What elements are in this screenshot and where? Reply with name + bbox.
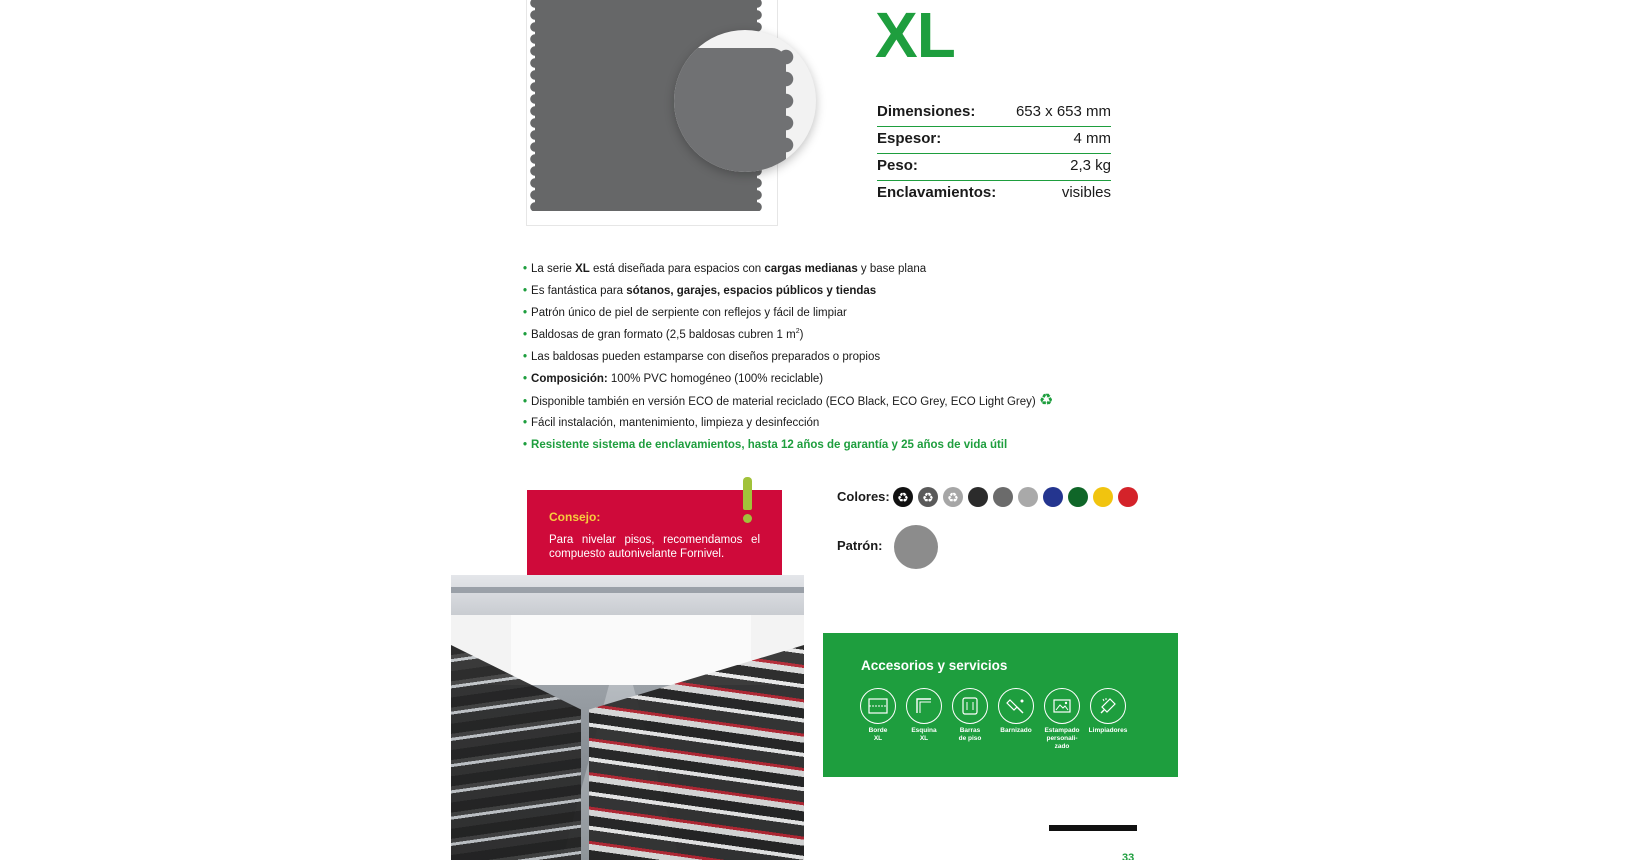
- cleaner-icon: [1090, 688, 1126, 724]
- accessory-item: Borde XL: [860, 688, 896, 751]
- spec-label: Enclavamientos:: [877, 184, 997, 201]
- recycle-icon: ♻: [922, 489, 934, 505]
- list-item: • Es fantástica para sótanos, garajes, espacios públicos y tiendas: [523, 280, 1123, 302]
- spec-label: Peso:: [877, 157, 918, 174]
- accessory-item: Barnizado: [998, 688, 1034, 751]
- color-swatch: [1018, 487, 1038, 507]
- spec-row: [877, 181, 1111, 208]
- tip-title: Consejo:: [549, 510, 601, 524]
- page-number: 33: [1122, 852, 1135, 860]
- accessory-item: Estampado personali- zado: [1044, 688, 1080, 751]
- color-swatch: [1043, 487, 1063, 507]
- colors-label: Colores:: [837, 489, 890, 504]
- showroom-photo: [451, 575, 804, 860]
- print-icon: [1044, 688, 1080, 724]
- spec-value: visibles: [1061, 184, 1111, 201]
- recycle-icon: ♻: [897, 489, 909, 505]
- tile-detail-zoom: [674, 30, 816, 172]
- list-item: • Resistente sistema de enclavamientos, hasta 12 años de garantía y 25 años de vida útil: [523, 434, 1123, 456]
- corner-icon: [906, 688, 942, 724]
- list-item: • Las baldosas pueden estamparse con diseños preparados o propios: [523, 346, 1123, 368]
- color-swatches: [893, 487, 1138, 507]
- accessory-item: Esquina XL: [906, 688, 942, 751]
- accessories-title: Accesorios y servicios: [861, 658, 1008, 673]
- color-swatch: [1068, 487, 1088, 507]
- spec-label: Dimensiones:: [877, 103, 976, 120]
- border-icon: [860, 688, 896, 724]
- list-item: • Baldosas de gran formato (2,5 baldosas cubren 1 $m^2$): [523, 324, 1123, 346]
- spec-row: [877, 127, 1111, 154]
- color-swatch: [993, 487, 1013, 507]
- spec-value: 4 mm: [1073, 130, 1111, 147]
- specs-table: [877, 100, 1111, 208]
- spec-label: Espesor:: [877, 130, 942, 147]
- list-item: • La serie XL está diseñada para espacios con cargas medianas y base plana: [523, 258, 1123, 280]
- list-item: • Composición: 100% PVC homogéneo (100% reciclable): [523, 368, 1123, 390]
- varnish-icon: [998, 688, 1034, 724]
- exclamation-icon: [742, 474, 754, 524]
- color-swatch: [1093, 487, 1113, 507]
- spec-value: 2,3 kg: [1070, 157, 1111, 174]
- accessory-item: Limpiadores: [1090, 688, 1126, 751]
- color-swatch: [1118, 487, 1138, 507]
- color-swatch: [893, 487, 913, 507]
- list-item: • Disponible también en versión ECO de material reciclado (ECO Black, ECO Grey, ECO Light Grey) ♻: [523, 390, 1123, 412]
- color-swatch: [968, 487, 988, 507]
- list-item: • Patrón único de piel de serpiente con reflejos y fácil de limpiar: [523, 302, 1123, 324]
- feature-list: [523, 258, 1123, 456]
- accessories-panel: [823, 633, 1178, 777]
- tip-text: Para nivelar pisos, recomendamos el compuesto autonivelante Fornivel.: [549, 534, 760, 560]
- color-swatch: [943, 487, 963, 507]
- recycle-icon: ♻: [947, 489, 959, 505]
- spec-value: 653 x 653 mm: [1015, 103, 1111, 120]
- color-swatch: [918, 487, 938, 507]
- spec-row: [877, 154, 1111, 181]
- series-title: XL: [875, 0, 955, 71]
- spec-row: [877, 100, 1111, 127]
- pattern-swatch: [894, 525, 938, 569]
- footer-rule: [1049, 825, 1137, 831]
- accessory-item: Barras de piso: [952, 688, 988, 751]
- pattern-label: Patrón:: [837, 538, 883, 553]
- recycle-icon: ♻: [1038, 392, 1054, 409]
- floor-bars-icon: [952, 688, 988, 724]
- list-item: • Fácil instalación, mantenimiento, limpieza y desinfección: [523, 412, 1123, 434]
- accessories-list: [860, 688, 1126, 751]
